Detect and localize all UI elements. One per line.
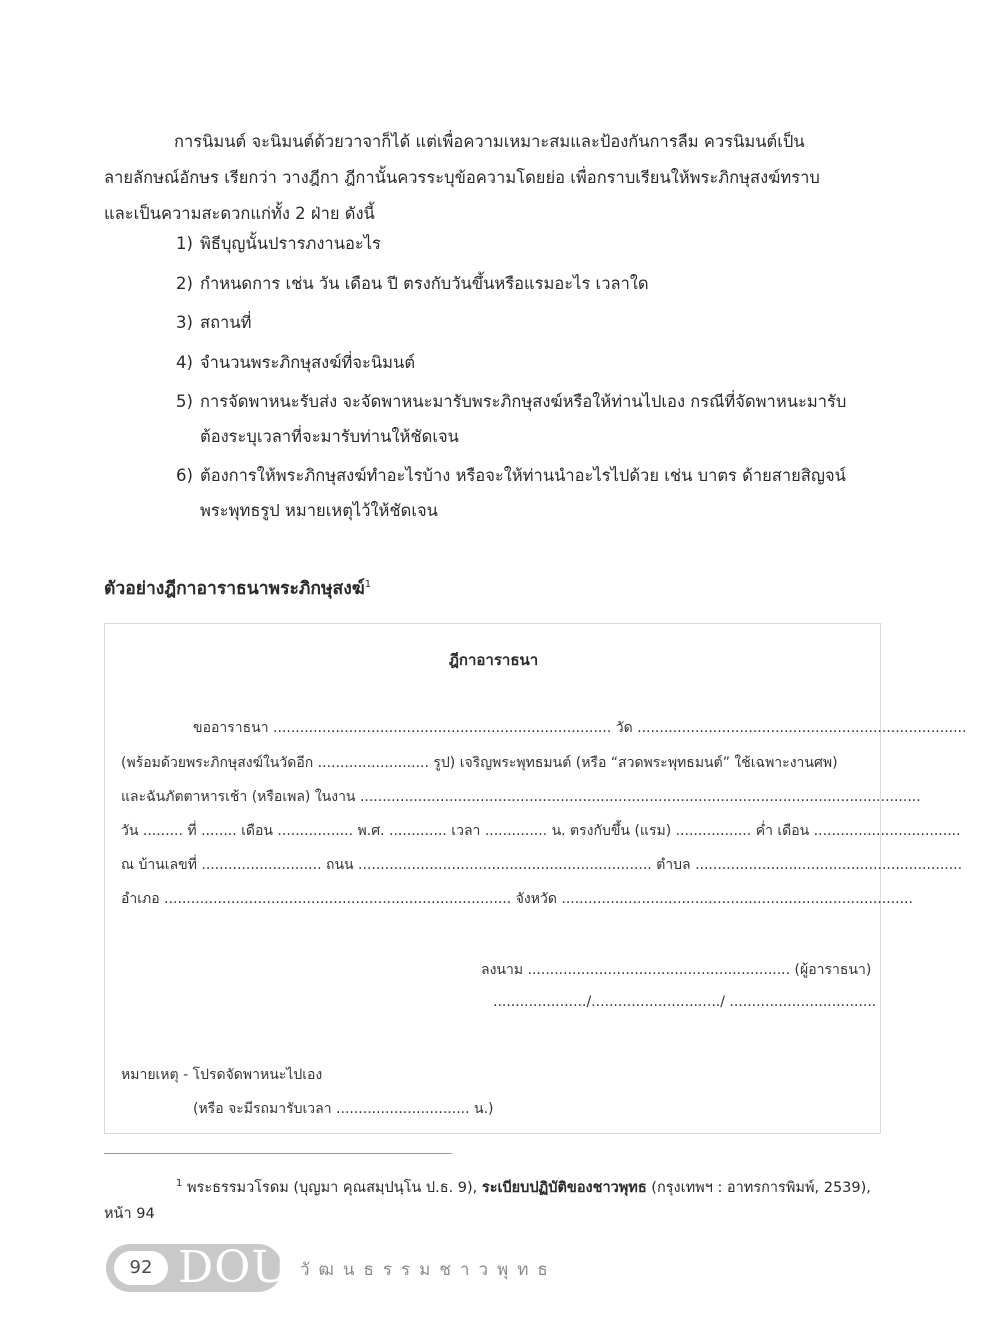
list-text: กำหนดการ เช่น วัน เดือน ปี ตรงกับวันขึ้นหรือแรมอะไร เวลาใด — [200, 274, 649, 293]
invitation-form — [104, 623, 967, 1134]
form-row-address: ณ บ้านเลขที่ ........................... ถนน .................................................................. ตำบล ............................................................ — [121, 857, 963, 873]
form-row-date: วัน ......... ที่ ........ เดือน ................. พ.ศ. ............. เวลา .............. น. ตรงกับขึ้น (แรม) ................. ค่ำ เดือน ................................. — [121, 823, 961, 839]
list-item — [176, 345, 896, 380]
form-title: ฎีกาอาราธนา — [448, 651, 539, 669]
footnote-line-1 — [104, 1171, 884, 1201]
footnote-divider — [104, 1153, 452, 1154]
intro-line-1: การนิมนต์ จะนิมนต์ด้วยวาจาก็ได้ แต่เพื่อความเหมาะสมและป้องกันการลืม ควรนิมนต์เป็น — [174, 132, 805, 151]
list-number: 2) — [176, 274, 193, 293]
section-heading — [104, 574, 371, 602]
intro-paragraph — [104, 124, 884, 232]
form-date-line: ...................../............................./ ................................. — [493, 994, 877, 1010]
footnote-publisher: (กรุงเทพฯ : อาทรการพิมพ์, 2539), — [646, 1179, 871, 1196]
list-number: 6) — [176, 466, 193, 485]
page-number: 92 — [114, 1251, 168, 1285]
footnote-author: พระธรรมวโรดม (บุญมา คุณสมฺปนฺโน ป.ธ. 9), — [182, 1179, 482, 1196]
form-row-monks: (พร้อมด้วยพระภิกษุสงฆ์ในวัดอีก ......................... รูป) เจริญพระพุทธมนต์ (หรือ “สวดพระพุทธมนต์” ใช้เฉพาะงานศพ) — [121, 755, 838, 771]
list-number: 4) — [176, 353, 193, 372]
list-text-continued: ต้องระบุเวลาที่จะมารับท่านให้ชัดเจน — [200, 427, 459, 446]
list-text-continued: พระพุทธรูป หมายเหตุไว้ให้ชัดเจน — [200, 501, 438, 520]
list-number: 5) — [176, 392, 193, 411]
list-text: พิธีบุญนั้นปรารภงานอะไร — [200, 234, 381, 253]
form-row-district: อำเภอ .............................................................................. จังหวัด ............................................................................... — [121, 891, 913, 907]
intro-line-2: ลายลักษณ์อักษร เรียกว่า วางฎีกา ฎีกานั้นควรระบุข้อความโดยย่อ เพื่อกราบเรียนให้พระภิกษุสงฆ์ทราบ — [104, 168, 820, 187]
list-number: 3) — [176, 313, 193, 332]
form-note-alt: (หรือ จะมีรถมารับเวลา .............................. น.) — [193, 1101, 494, 1117]
footnote — [104, 1171, 884, 1227]
form-row-meal: และฉันภัตตาหารเช้า (หรือเพล) ในงาน .............................................................................................................................. — [121, 789, 921, 805]
list-item — [176, 384, 896, 454]
form-row-temple: ขออาราธนา ............................................................................ วัด .......................................................................... — [193, 720, 967, 736]
form-signature: ลงนาม ........................................................... (ผู้อาราธนา) — [481, 962, 872, 978]
footnote-line-2: หน้า 94 — [104, 1205, 155, 1222]
section-heading-text: ตัวอย่างฎีกาอาราธนาพระภิกษุสงฆ์ — [104, 579, 365, 599]
footnote-number: 1 — [176, 1178, 183, 1189]
list-text: การจัดพาหนะรับส่ง จะจัดพาหนะมารับพระภิกษุสงฆ์หรือให้ท่านไปเอง กรณีที่จัดพาหนะมารับ — [200, 392, 847, 411]
list-item — [176, 266, 896, 301]
list-text: จำนวนพระภิกษุสงฆ์ที่จะนิมนต์ — [200, 353, 416, 372]
list-item — [176, 305, 896, 340]
footnote-ref: 1 — [364, 579, 372, 591]
list-text: ต้องการให้พระภิกษุสงฆ์ทำอะไรบ้าง หรือจะให้ท่านนำอะไรไปด้วย เช่น บาตร ด้ายสายสิญจน์ — [200, 466, 846, 485]
form-note: หมายเหตุ - โปรดจัดพาหนะไปเอง — [121, 1067, 323, 1083]
brand-logo: DOU — [178, 1242, 290, 1293]
intro-line-3: และเป็นความสะดวกแก่ทั้ง 2 ฝ่าย ดังนี้ — [104, 204, 375, 223]
list-number: 1) — [176, 234, 193, 253]
book-subtitle: วัฒนธรรมชาวพุทธ — [300, 1260, 557, 1280]
list-item — [176, 226, 896, 261]
footnote-book-title: ระเบียบปฏิบัติของชาวพุทธ — [481, 1179, 647, 1196]
list-text: สถานที่ — [200, 313, 252, 332]
list-item — [176, 458, 896, 528]
